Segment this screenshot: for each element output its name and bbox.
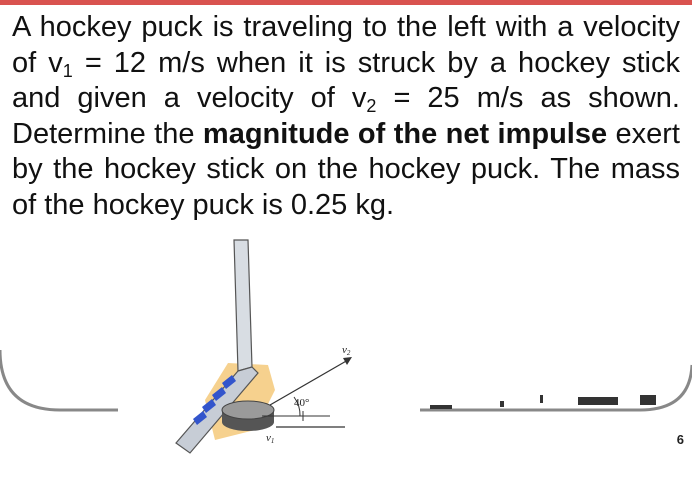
v2-arrow bbox=[270, 357, 352, 405]
v2-subscript: 2 bbox=[366, 96, 377, 116]
angle-label: 40° bbox=[294, 397, 310, 409]
problem-part-4: exert by the hockey stick on the hockey puck. The mass of the hockey puck is 0.25 kg. bbox=[12, 117, 680, 221]
v1-label: v1 bbox=[266, 432, 275, 445]
problem-part-3: = 25 m/s as shown. Determine the bbox=[12, 82, 680, 150]
v1-subscript: 1 bbox=[62, 60, 73, 81]
page-number: 6 bbox=[676, 432, 684, 447]
hockey-figure bbox=[0, 225, 692, 486]
hockey-stick-shaft bbox=[234, 240, 252, 371]
faded-artifact bbox=[430, 395, 656, 409]
problem-emphasis: magnitude of the net impulse bbox=[202, 117, 608, 150]
v2-label: v2 bbox=[342, 344, 351, 357]
background-frame bbox=[0, 350, 118, 410]
problem-text bbox=[12, 10, 680, 223]
problem-part-2: = 12 m/s when it is struck by a hockey stick and given a velocity of v bbox=[12, 46, 680, 114]
top-accent-bar bbox=[0, 0, 692, 5]
problem-part-1: A hockey puck is traveling to the left with a velocity of v bbox=[12, 11, 680, 79]
